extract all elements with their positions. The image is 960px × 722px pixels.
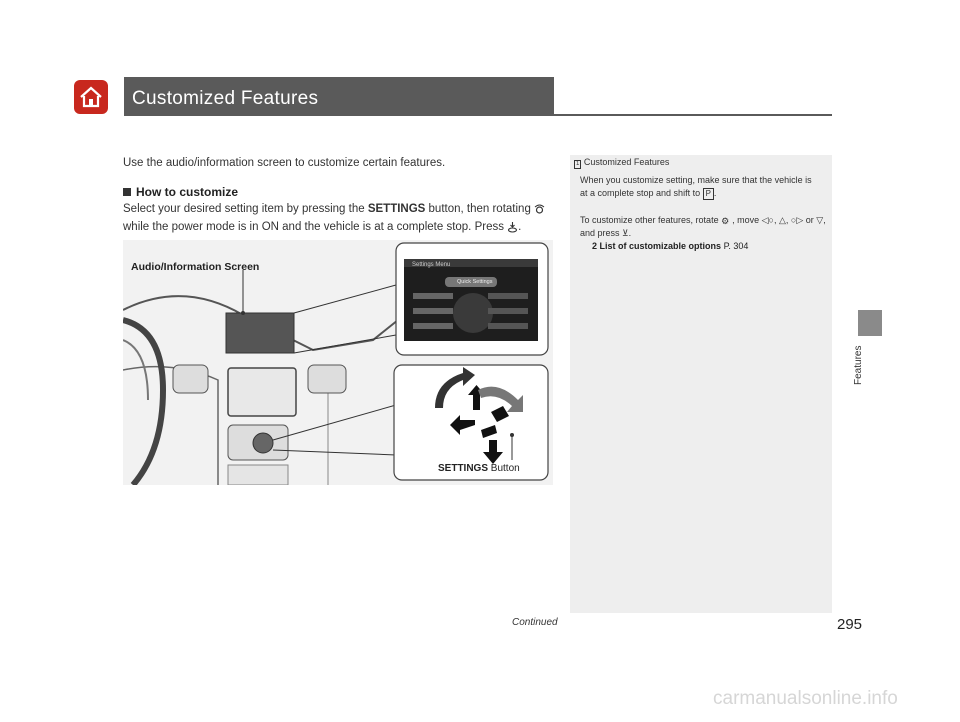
note-icon: 1 [576, 161, 580, 167]
continued-label: Continued [512, 617, 558, 628]
note-p2-a: To customize other features, rotate [580, 215, 722, 225]
link-page: P. 304 [723, 241, 749, 251]
note-heading-text: Customized Features [583, 157, 670, 167]
page-title: Customized Features [132, 88, 319, 109]
how-text-c: while the power mode is in ON and the vehicle is at a complete stop. Press [123, 221, 508, 233]
link-arrow-icon: 2 [592, 241, 598, 251]
dashboard-illustration [123, 240, 553, 485]
how-text-d: . [518, 221, 522, 233]
page-number: 295 [837, 616, 863, 633]
note-p2-f: , and press [580, 215, 826, 238]
settings-button-label [438, 463, 520, 474]
note-p2-e: or [803, 215, 817, 225]
menu-item-quick-settings: Quick Settings [457, 279, 493, 285]
note-paragraph-1 [580, 174, 820, 200]
how-text-b: button, then rotating [425, 203, 535, 215]
screen-callout-label: Audio/Information Screen [131, 261, 260, 273]
move-down-icon: ▽ [816, 215, 824, 225]
press-knob-icon: ⊻ [622, 228, 629, 238]
how-to-text [123, 200, 563, 236]
note-p1-a: When you customize setting, make sure that the vehicle is at a complete stop and shift to [580, 175, 812, 198]
note-p2-c: , [773, 215, 779, 225]
intro-text: Use the audio/information screen to customize certain features. [123, 157, 446, 169]
note-p2-b: , move [732, 215, 762, 225]
customizable-options-link[interactable] [592, 241, 748, 251]
home-icon[interactable] [74, 80, 108, 114]
rotate-knob-icon: ⚙ [721, 216, 730, 227]
menu-title: Settings Menu [412, 262, 451, 268]
move-left-icon: ◁○ [761, 215, 774, 225]
note-p2-g: . [628, 228, 632, 238]
section-tab-label: Features [853, 345, 864, 385]
settings-button-label-rest: Button [488, 463, 520, 474]
move-up-icon: △ [778, 215, 786, 225]
park-key-icon: P [703, 188, 714, 200]
title-rule [124, 114, 832, 116]
heading-bullet-icon [123, 188, 131, 196]
note-p2-d: , [785, 215, 791, 225]
section-heading [123, 185, 238, 199]
how-text-a: Select your desired setting item by pressing the [123, 203, 368, 215]
note-heading [574, 157, 669, 169]
watermark: carmanualsonline.info [713, 688, 898, 709]
move-right-icon: ○▷ [790, 215, 804, 225]
rotate-knob-icon [534, 203, 545, 214]
note-paragraph-2 [580, 214, 828, 240]
link-label: List of customizable options [599, 241, 722, 251]
settings-button-label-bold: SETTINGS [438, 463, 489, 474]
section-heading-text: How to customize [136, 185, 239, 199]
press-knob-icon [507, 221, 518, 232]
note-p1-b: . [713, 188, 717, 198]
settings-word: SETTINGS [367, 203, 426, 215]
